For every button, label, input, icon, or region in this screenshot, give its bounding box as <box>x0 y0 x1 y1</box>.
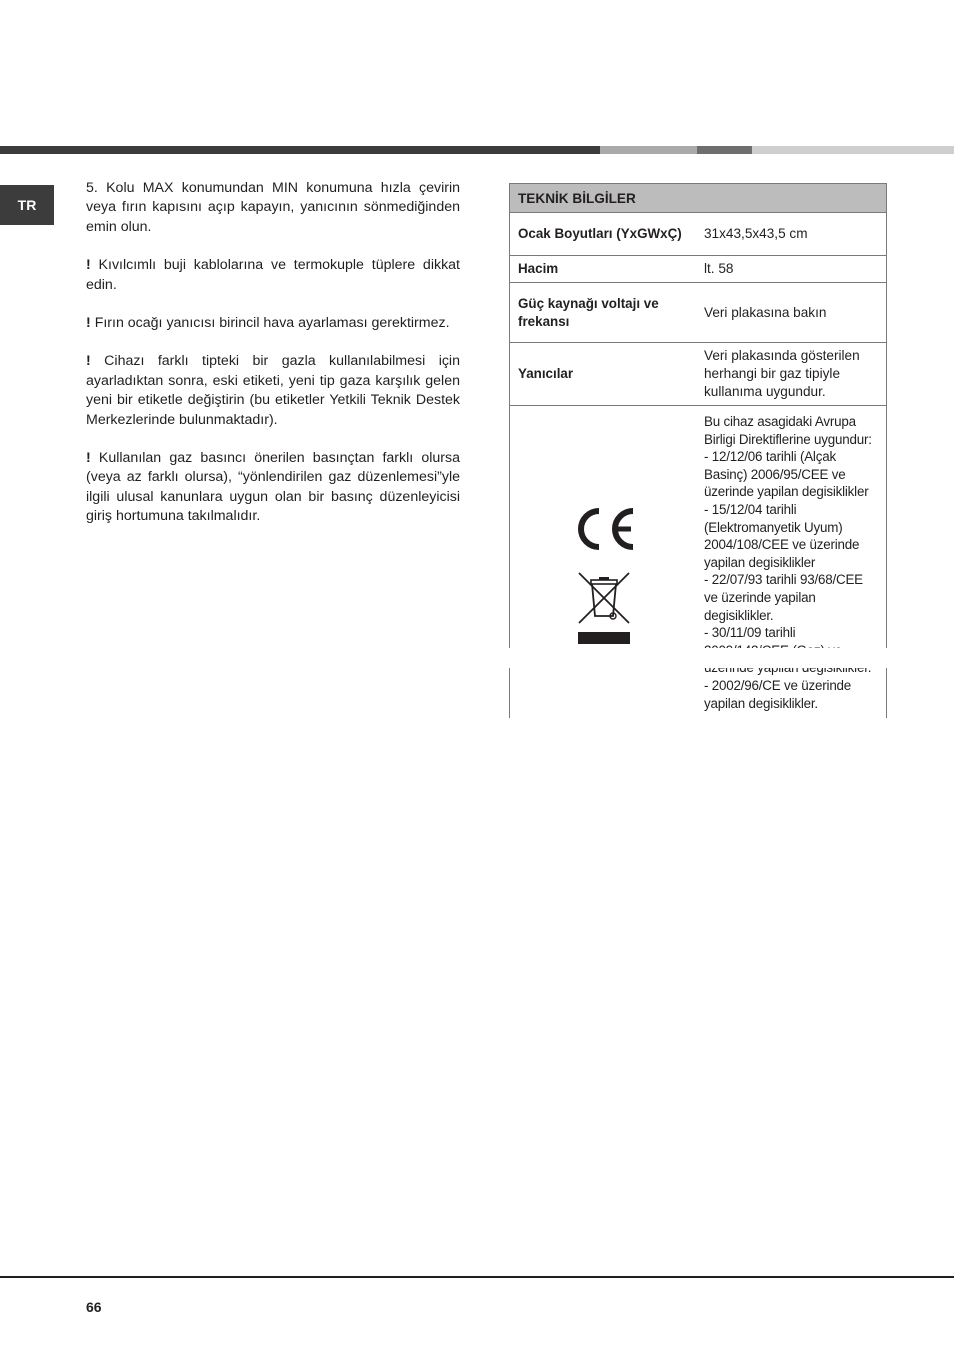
language-tab: TR <box>0 185 54 225</box>
warning-text: Cihazı farklı tipteki bir gazla kullanılabilmesi için ayarladıktan sonra, eski etiketi, yeni tip gaza karşılık gelen yeni bir etiketle değiştirin (bu etiketler Yetkili Teknik Destek Merkezlerinde bulunmaktadır). <box>86 353 460 428</box>
directive-line: - 15/12/04 tarihli (Elektromanyetik Uyum) 2004/108/CEE ve üzerinde yapilan degisiklikler <box>704 501 860 570</box>
footer-rule <box>0 1276 954 1278</box>
directive-line: Bu cihaz asagidaki Avrupa Birligi Direktiflerine uygundur: <box>704 414 872 447</box>
directive-line: - 22/07/93 tarihli 93/68/CEE ve üzerinde yapilan degisiklikler. <box>704 572 863 623</box>
table-title: TEKNİK BİLGİLER <box>510 184 887 213</box>
row-label: Hacim <box>510 256 699 283</box>
row-value: Veri plakasına bakın <box>698 283 887 343</box>
row-label: Güç kaynağı voltajı ve frekansı <box>510 283 699 343</box>
table-row <box>510 256 887 283</box>
warning-mark: ! <box>86 450 91 467</box>
page-number: 66 <box>86 1299 102 1315</box>
header-bar-mid <box>697 146 752 154</box>
row-label: Yanıcılar <box>510 343 699 406</box>
warning-text: Kıvılcımlı buji kablolarına ve termokuple tüplere dikkat edin. <box>86 257 460 293</box>
table-row <box>510 283 887 343</box>
crossed-out-bin-icon <box>577 572 631 646</box>
table-bottom-mask <box>505 648 895 668</box>
installation-instructions <box>86 179 460 546</box>
row-value: Veri plakasında gösterilen herhangi bir gaz tipiyle kullanıma uygundur. <box>698 343 887 406</box>
warning-item <box>86 256 460 295</box>
eu-directives <box>698 406 887 719</box>
ce-mark-icon <box>571 504 637 554</box>
directive-line: - 30/11/09 tarihli <box>704 625 796 641</box>
table-row <box>510 213 887 256</box>
warning-mark: ! <box>86 257 91 274</box>
header-color-bar <box>0 146 954 154</box>
row-value: lt. 58 <box>698 256 887 283</box>
warning-item <box>86 449 460 527</box>
warning-mark: ! <box>86 315 91 332</box>
directive-line: - 2002/96/CE ve üzerinde yapilan degisiklikler. <box>704 677 852 711</box>
directive-line: - 12/12/06 tarihli (Alçak Basinç) 2006/95/CEE ve üzerinde yapilan degisiklikler <box>704 449 869 500</box>
header-bar-dark <box>0 146 600 154</box>
warning-mark: ! <box>86 353 91 370</box>
row-value: 31x43,5x43,5 cm <box>698 213 887 256</box>
table-row <box>510 406 887 719</box>
header-bar-light <box>600 146 697 154</box>
table-row <box>510 343 887 406</box>
warning-item <box>86 314 460 333</box>
warning-item <box>86 352 460 430</box>
warning-text: Kullanılan gaz basıncı önerilen basınçtan farklı olursa (veya az farklı olursa), “yönlendirilen gaz düzenlemesi”yle ilgili ulusal kanunlara uygun olan bir basınç düzenleyicisi giriş hortumuna takılmalıdır. <box>86 450 460 525</box>
compliance-symbols <box>510 406 699 719</box>
step-5-text: 5. Kolu MAX konumundan MIN konumuna hızla çevirin veya fırın kapısını açıp kapayın, yanıcının sönmediğinden emin olun. <box>86 180 460 235</box>
row-label: Ocak Boyutları (YxGWxÇ) <box>510 213 699 256</box>
technical-specs-table <box>509 183 887 718</box>
warning-text: Fırın ocağı yanıcısı birincil hava ayarlaması gerektirmez. <box>94 315 450 332</box>
header-bar-lighter <box>752 146 954 154</box>
